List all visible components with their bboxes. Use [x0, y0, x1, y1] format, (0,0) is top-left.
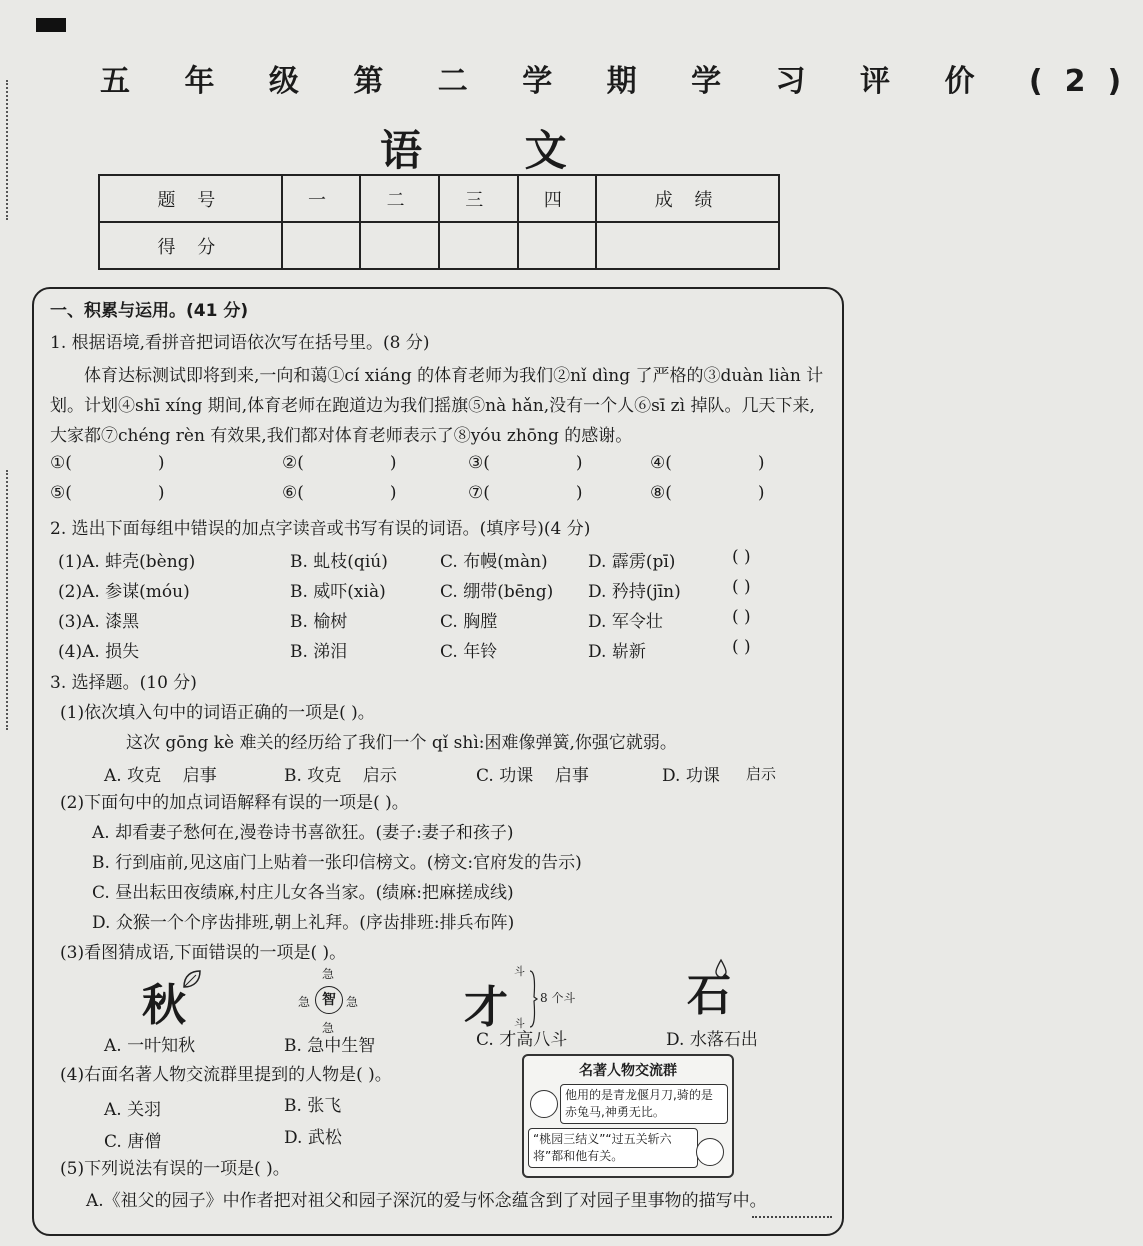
q2-row: [46, 577, 830, 603]
score-input-cell[interactable]: [360, 222, 439, 269]
q1-passage: 体育达标测试即将到来,一向和蔼①cí xiáng 的体育老师为我们②nǐ dìng 了严格的③duàn liàn 计划。计划④shī xíng 期间,体育老师在跑道边为我们摇旗⑤nà hǎn,没有一个人⑥sī zì 掉队。几天下来,大家都⑦chéng rèn 有效果,我们都对体育老师表示了⑧yóu zhōng 的感谢。: [50, 366, 824, 446]
answer-blank[interactable]: ( ): [732, 547, 751, 567]
q3-2-option-a: A. 却看妻子愁何在,漫卷诗书喜欲狂。(妻子:妻子和孩子): [92, 823, 514, 843]
option: (3)A. 漆黑: [58, 612, 140, 632]
option: D. 矜持(jīn): [588, 582, 681, 602]
answer-blank[interactable]: ( ): [732, 637, 751, 657]
table-cell: 三: [439, 175, 518, 222]
picture-talent: [464, 963, 614, 1033]
answer-blank[interactable]: ①( ): [50, 453, 165, 473]
q2-stem: 2. 选出下面每组中错误的加点字读音或书写有误的词语。(填序号)(4 分): [50, 519, 591, 539]
answer-blank[interactable]: ⑥( ): [282, 483, 397, 503]
q1-blanks-row1: [50, 453, 830, 479]
chat-title: 名著人物交流群: [579, 1063, 677, 1079]
puzzle-note: 8 个斗: [540, 991, 576, 1005]
q3-2-option-b: B. 行到庙前,见这庙门上贴着一张印信榜文。(榜文:官府发的告示): [92, 853, 582, 873]
q1-blanks-row2: [50, 483, 830, 509]
table-cell: 四: [518, 175, 597, 222]
table-row: [99, 175, 779, 222]
q3-3-stem: (3)看图猜成语,下面错误的一项是( )。: [60, 943, 347, 963]
q3-2-option-d: D. 众猴一个个序齿排班,朝上礼拜。(序齿排班:排兵布阵): [92, 913, 515, 933]
option: B. 涕泪: [290, 642, 348, 662]
q3-2-stem: (2)下面句中的加点词语解释有误的一项是( )。: [60, 793, 409, 813]
option: D. 武松: [284, 1128, 342, 1148]
option: (4)A. 损失: [58, 642, 140, 662]
table-cell: 题 号: [99, 175, 282, 222]
option: C. 绷带(bēng): [440, 582, 554, 602]
answer-blank[interactable]: ②( ): [282, 453, 397, 473]
option: B. 虬枝(qiú): [290, 552, 388, 572]
q3-1-stem: (1)依次填入句中的词语正确的一项是( )。: [60, 703, 375, 723]
option: D. 军令壮: [588, 612, 663, 632]
q2-row: [46, 547, 830, 573]
puzzle-char: 斗: [514, 1017, 525, 1030]
option: D. 崭新: [588, 642, 646, 662]
option: D. 霹雳(pī): [588, 552, 676, 572]
option: B. 急中生智: [284, 1036, 376, 1056]
leaf-icon: [180, 969, 202, 991]
q3-2-option-c: C. 昼出耘田夜绩麻,村庄儿女各当家。(绩麻:把麻搓成线): [92, 883, 514, 903]
option: B. 榆树: [290, 612, 348, 632]
option: C. 唐僧: [104, 1132, 162, 1152]
option: A. 攻克 启事: [104, 766, 217, 786]
q3-4-stem: (4)右面名著人物交流群里提到的人物是( )。: [60, 1065, 392, 1085]
binding-line: [6, 80, 8, 220]
puzzle-char: 急: [298, 995, 311, 1009]
score-input-cell[interactable]: [518, 222, 597, 269]
calligraphy-char: 才: [464, 982, 508, 1033]
section-one-box: [32, 287, 844, 1236]
option: D. 功课: [662, 766, 720, 786]
option: (1)A. 蚌壳(bèng): [58, 552, 196, 572]
chat-bubble: “桃园三结义”“过五关斩六将”都和他有关。: [528, 1128, 698, 1168]
puzzle-center-char: 智: [315, 986, 343, 1014]
q3-5-stem: (5)下列说法有误的一项是( )。: [60, 1159, 290, 1179]
picture-urgent-wisdom: [294, 965, 364, 1035]
q3-1-options: [46, 761, 830, 787]
score-table: [98, 174, 780, 270]
brace-icon: [528, 969, 538, 1029]
footer-decoration: [752, 1216, 832, 1226]
option: B. 威吓(xià): [290, 582, 386, 602]
table-cell: 成 绩: [596, 175, 779, 222]
table-cell: 得 分: [99, 222, 282, 269]
option: D. 水落石出: [666, 1030, 758, 1050]
q3-5-option-a: A.《祖父的园子》中作者把对祖父和园子深沉的爱与怀念蕴含到了对园子里事物的描写中。: [86, 1191, 767, 1211]
option: C. 年铃: [440, 642, 498, 662]
exam-title: 五 年 级 第 二 学 期 学 习 评 价 (2): [100, 64, 1143, 99]
calligraphy-char: 石: [687, 970, 731, 1021]
water-drop-icon: [714, 959, 728, 977]
section-title: 一、积累与运用。(41 分): [50, 301, 249, 321]
binding-line: [6, 470, 8, 730]
puzzle-char: 急: [322, 1021, 335, 1035]
picture-autumn: [124, 969, 204, 1033]
option: A. 关羽: [104, 1100, 162, 1120]
q2-row: [46, 607, 830, 633]
option: (2)A. 参谋(móu): [58, 582, 190, 602]
option: C. 布幔(màn): [440, 552, 548, 572]
q2-row: [46, 637, 830, 663]
answer-blank[interactable]: ( ): [732, 607, 751, 627]
option: C. 才高八斗: [476, 1030, 568, 1050]
option: B. 攻克 启示: [284, 766, 397, 786]
q3-stem: 3. 选择题。(10 分): [50, 673, 197, 693]
option: B. 张飞: [284, 1096, 342, 1116]
table-cell: 二: [360, 175, 439, 222]
table-row: [99, 222, 779, 269]
option: C. 功课 启事: [476, 766, 589, 786]
score-input-cell[interactable]: [439, 222, 518, 269]
answer-blank[interactable]: ⑤( ): [50, 483, 165, 503]
subject-title: 语 文: [380, 126, 611, 175]
answer-blank[interactable]: ④( ): [650, 453, 765, 473]
chat-bubble: 他用的是青龙偃月刀,骑的是赤兔马,神勇无比。: [560, 1084, 728, 1124]
puzzle-char: 斗: [514, 965, 525, 978]
puzzle-char: 急: [322, 967, 335, 981]
answer-blank[interactable]: ( ): [732, 577, 751, 597]
option: A. 一叶知秋: [104, 1036, 196, 1056]
answer-blank[interactable]: ⑧( ): [650, 483, 765, 503]
puzzle-char: 急: [346, 995, 359, 1009]
table-cell: 一: [282, 175, 361, 222]
q1-stem: 1. 根据语境,看拼音把词语依次写在括号里。(8 分): [50, 333, 430, 353]
answer-blank[interactable]: ③( ): [468, 453, 583, 473]
score-input-cell[interactable]: [596, 222, 779, 269]
q3-1-sentence: 这次 gōng kè 难关的经历给了我们一个 qǐ shì:困难像弹簧,你强它就弱。: [126, 733, 677, 753]
corner-mark: [36, 18, 66, 32]
option: C. 胸膛: [440, 612, 498, 632]
calligraphy-char: 秋: [142, 980, 186, 1031]
score-input-cell[interactable]: [282, 222, 361, 269]
picture-stone: [674, 959, 744, 1023]
avatar-icon: [530, 1090, 558, 1118]
answer-blank[interactable]: ⑦( ): [468, 483, 583, 503]
option: 启示: [746, 765, 777, 783]
